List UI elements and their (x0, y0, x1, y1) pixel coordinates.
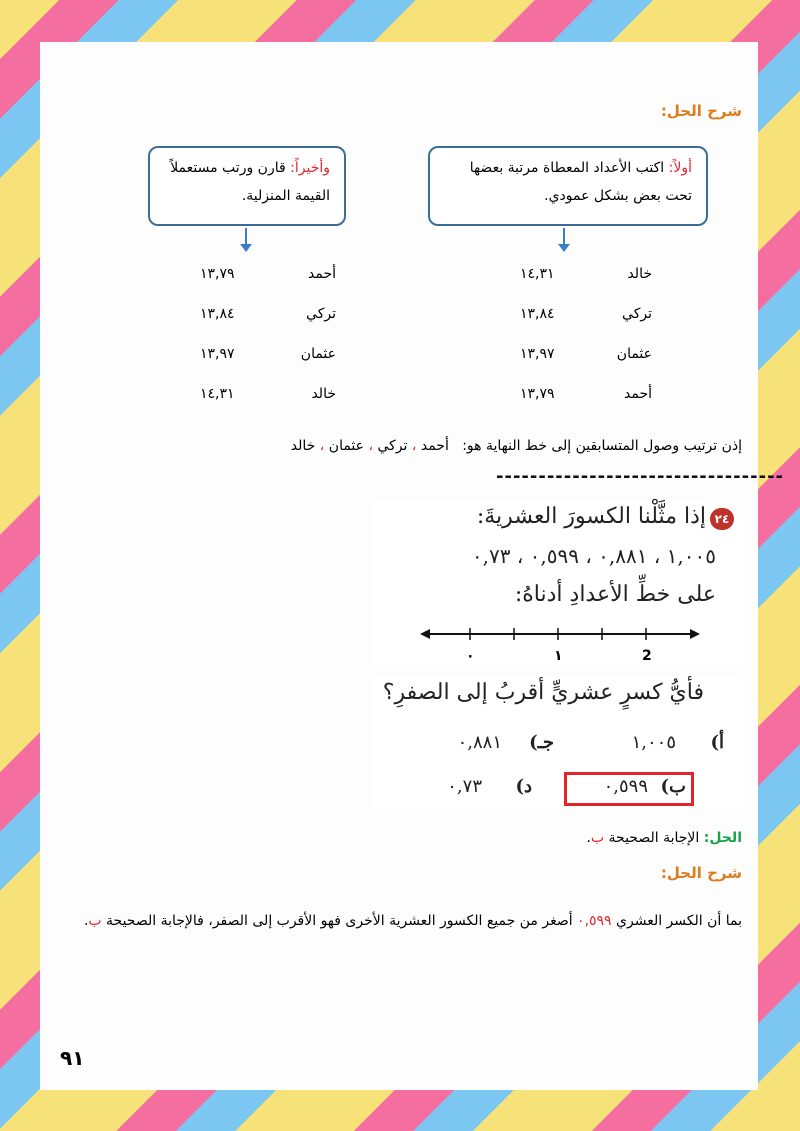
tick-label: 2 (642, 648, 652, 664)
solution-header: شرح الحل: (660, 102, 742, 120)
list-item: أحمد ١٣,٧٩ (520, 386, 652, 402)
page (40, 42, 785, 1090)
list-item: أحمد ١٣,٧٩ (200, 266, 336, 282)
option-b-value: ٠,٥٩٩ (603, 776, 648, 797)
tick-label: ١ (554, 648, 563, 664)
option-b-label: ب) (660, 776, 686, 797)
divider-dashes: ---------------------------------- (496, 466, 785, 487)
question-line2: على خطِّ الأعدادِ أدناهُ: (514, 582, 716, 607)
question-line3: فأيُّ كسرٍ عشريٍّ أقربُ إلى الصفرِ؟ (382, 680, 704, 705)
option-c-value: ٠,٨٨١ (457, 732, 502, 753)
callout-first-step (428, 146, 708, 226)
page-number: ٩١ (60, 1046, 85, 1070)
question-number-badge: ٢٤ (710, 508, 734, 530)
option-c-label: جـ) (529, 732, 554, 753)
list-item: خالد ١٤,٣١ (200, 386, 336, 402)
option-d-label: د) (515, 776, 532, 797)
list-item: خالد ١٤,٣١ (520, 266, 652, 282)
question-line1: إذا مثَّلْنا الكسورَ العشريةَ: (476, 504, 706, 529)
question-values: ١,٠٠٥ ، ٠,٨٨١ ، ٠,٥٩٩ ، ٠,٧٣ (471, 544, 716, 568)
option-d-value: ٠,٧٣ (447, 776, 482, 797)
tick-label: ٠ (466, 648, 475, 664)
callout-final-lead: وأخيراً: (290, 160, 330, 176)
arrow-down-icon (563, 228, 565, 246)
callout-first-text: اكتب الأعداد المعطاة مرتبة بعضها تحت بعض بشكل عمودي. (469, 160, 692, 204)
list-item: عثمان ١٣,٩٧ (520, 346, 652, 362)
list-item: تركي ١٣,٨٤ (520, 306, 652, 322)
explanation: بما أن الكسر العشري ٠,٥٩٩ أصغر من جميع الكسور العشرية الأخرى فهو الأقرب إلى الصفر، فالإجابة الصحيحة ب. (83, 913, 742, 929)
order-line: إذن ترتيب وصول المتسابقين إلى خط النهاية هو: أحمد ، تركي ، عثمان ، خالد (290, 438, 742, 454)
option-a-label: أ) (710, 732, 724, 753)
list-item: تركي ١٣,٨٤ (200, 306, 336, 322)
arrow-down-icon (245, 228, 247, 246)
callout-final-text: قارن ورتب مستعملاً القيمة المنزلية. (170, 160, 330, 204)
option-a-value: ١,٠٠٥ (631, 732, 676, 753)
callout-final-step (148, 146, 346, 226)
callout-first-lead: أولاً: (668, 160, 692, 176)
answer-line: الحل: الإجابة الصحيحة ب. (586, 830, 742, 846)
solution-header-2: شرح الحل: (660, 864, 742, 882)
list-item: عثمان ١٣,٩٧ (200, 346, 336, 362)
